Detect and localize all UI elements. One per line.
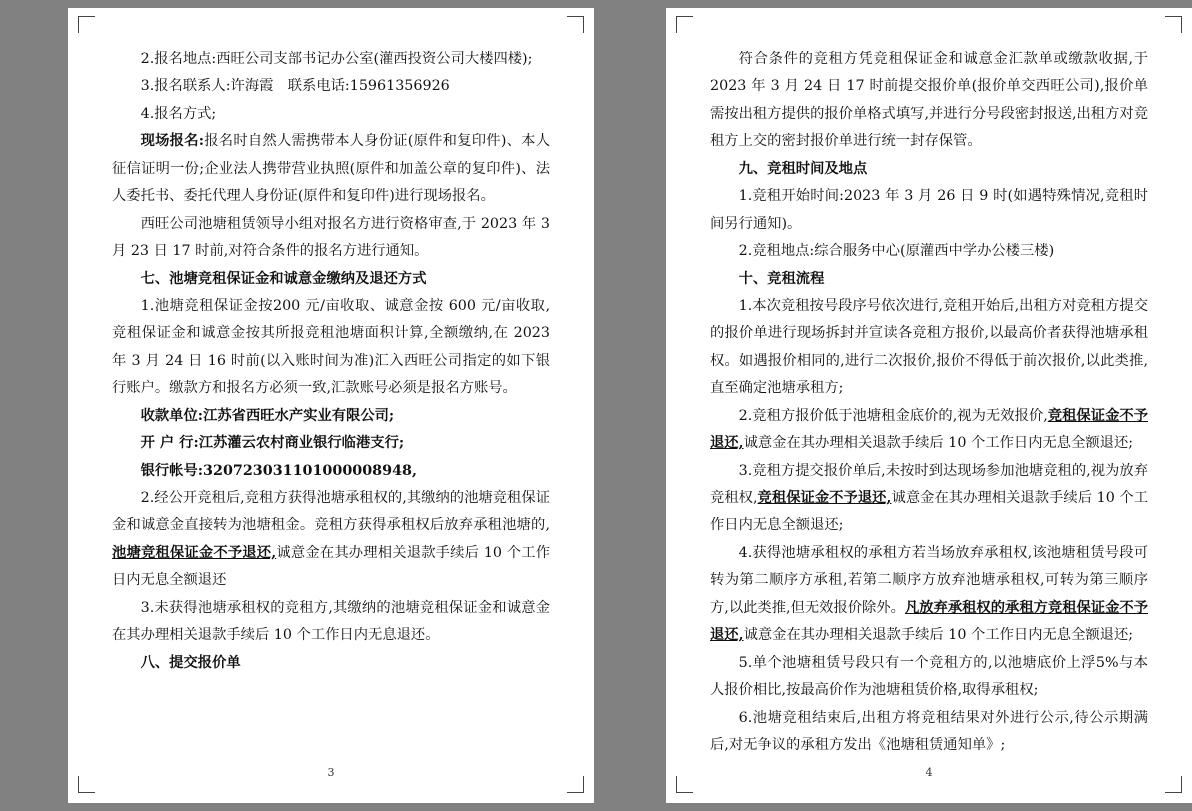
crop-mark-top-right [567,16,584,33]
paragraph-post: 诚意金在其办理相关退款手续后 10 个工作日内无息全额退还; [743,627,1134,644]
paragraph: 符合条件的竞租方凭竞租保证金和诚意金汇款单或缴款收据,于 2023 年 3 月 24 日 17 时前提交报价单(报价单交西旺公司),报价单需按出租方提供的报价单格式填写,并进行分号段密封报送,出租方对竞租方上交的密封报价单进行统一封存保管。 [710,51,1148,150]
paragraph-account-number: 银行帐号:320723031101000008948, [140,462,417,479]
paragraph-emphasis: 竞租保证金不予退还, [757,490,892,506]
paragraph-pre: 3.竞租方提交报价单后,未按时到达现场参加池塘竞租的,视为放弃竞租权, [710,462,1148,506]
page-number: 3 [327,766,335,779]
page-number: 4 [925,766,933,779]
paragraph-post: 诚意金在其办理相关退款手续后 10 个工作日内无息全额退还; [743,435,1134,452]
crop-mark-top-right [1165,16,1182,33]
paragraph-deposit-rule [112,485,550,595]
crop-mark-top-left [676,16,693,33]
paragraph-payee [112,403,550,430]
page-4 [666,8,1192,803]
section-heading-nine: 九、竞租时间及地点 [738,160,868,177]
paragraph: 西旺公司池塘租赁领导小组对报名方进行资格审查,于 2023 年 3 月 23 日 17 时前,对符合条件的报名方进行通知。 [112,215,550,260]
paragraph-lead: 现场报名: [140,133,205,150]
paragraph-post: 诚意金在其办理相关退款手续后 10 个工作日内无息全额退还 [112,544,550,589]
paragraph-absent-bidder [710,458,1148,540]
paragraph: 5.单个池塘租赁号段只有一个竞租方的,以池塘底价上浮5%与本人报价相比,按最高价作为池塘租赁价格,取得承租权; [710,654,1148,699]
paragraph-emphasis: 凡放弃承租权的承租方竞租保证金不予退还, [710,599,1148,644]
paragraph: 3.报名联系人:许海霞 联系电话:15961356926 [140,78,450,95]
crop-mark-top-left [78,16,95,33]
paragraph-waiver [710,540,1148,650]
section-heading-eight: 八、提交报价单 [140,654,241,671]
paragraph-pre: 4.获得池塘承租权的承租方若当场放弃承租权,该池塘租赁号段可转为第二顺序方承租,若第二顺序方放弃池塘承租权,可转为第三顺序方,以此类推,但无效报价除外。 [710,544,1148,616]
paragraph-text: 江苏灌云农村商业银行临港支行; [198,435,405,452]
paragraph: 4.报名方式; [140,105,217,122]
paragraph: 6.池塘竞租结束后,出租方将竞租结果对外进行公示,待公示期满后,对无争议的承租方发出《池塘租赁通知单》; [710,709,1148,753]
paragraph-emphasis: 池塘竞租保证金不予退还, [112,544,277,561]
paragraph-lead: 开 户 行: [140,435,199,452]
paragraph-lead: 收款单位: [140,407,204,424]
section-heading-seven: 七、池塘竞租保证金和诚意金缴纳及退还方式 [140,270,427,287]
paragraph: 2.报名地点:西旺公司支部书记办公室(灌西投资公司大楼四楼); [140,51,533,67]
paragraph-text: 江苏省西旺水产实业有限公司; [203,407,395,424]
page-4-body [710,46,1148,759]
paragraph-pre: 2.竞租方报价低于池塘租金底价的,视为无效报价, [738,407,1048,424]
paragraph-invalid-bid [710,403,1148,458]
paragraph: 3.未获得池塘承租权的竞租方,其缴纳的池塘竞租保证金和诚意金在其办理相关退款手续后 10 个工作日内无息退还。 [112,599,550,644]
paragraph-pre: 2.经公开竞租后,竞租方获得池塘承租权的,其缴纳的池塘竞租保证金和诚意金直接转为池塘租金。竞租方获得承租权后放弃承租池塘的, [112,490,550,534]
paragraph: 1.本次竞租按号段序号依次进行,竞租开始后,出租方对竞租方提交的报价单进行现场拆封并宣读各竞租方报价,以最高价者获得池塘承租权。如遇报价相同的,进行二次报价,报价不得低于前次报价,以此类推,直至确定池塘承租方; [710,297,1148,397]
paragraph: 1.竞租开始时间:2023 年 3 月 26 日 9 时(如遇特殊情况,竞租时间另行通知)。 [710,188,1148,232]
paragraph: 2.竞租地点:综合服务中心(原灌西中学办公楼三楼) [738,243,1055,260]
paragraph-post: 诚意金在其办理相关退款手续后 10 个工作日内无息全额退还; [710,490,1149,534]
paragraph-onsite-registration [112,128,550,210]
page-3-body [112,46,550,677]
paragraph-emphasis: 竞租保证金不予退还, [710,407,1149,452]
section-heading-ten: 十、竞租流程 [738,270,825,287]
paragraph-bank [112,430,550,457]
paragraph: 1.池塘竞租保证金按200 元/亩收取、诚意金按 600 元/亩收取,竞租保证金和诚意金按其所报竞租池塘面积计算,全额缴纳,在 2023 年 3 月 24 日 16 时前(以入账时间为准)汇入西旺公司指定的如下银行账户。缴款方和报名方必须一致,汇款账号必须是报名方账号。 [112,297,550,397]
paragraph-text: 报名时自然人需携带本人身份证(原件和复印件)、本人征信证明一份;企业法人携带营业执照(原件和加盖公章的复印件)、法人委托书、委托代理人身份证(原件和复印件)进行现场报名。 [112,133,551,205]
page-3 [68,8,594,803]
